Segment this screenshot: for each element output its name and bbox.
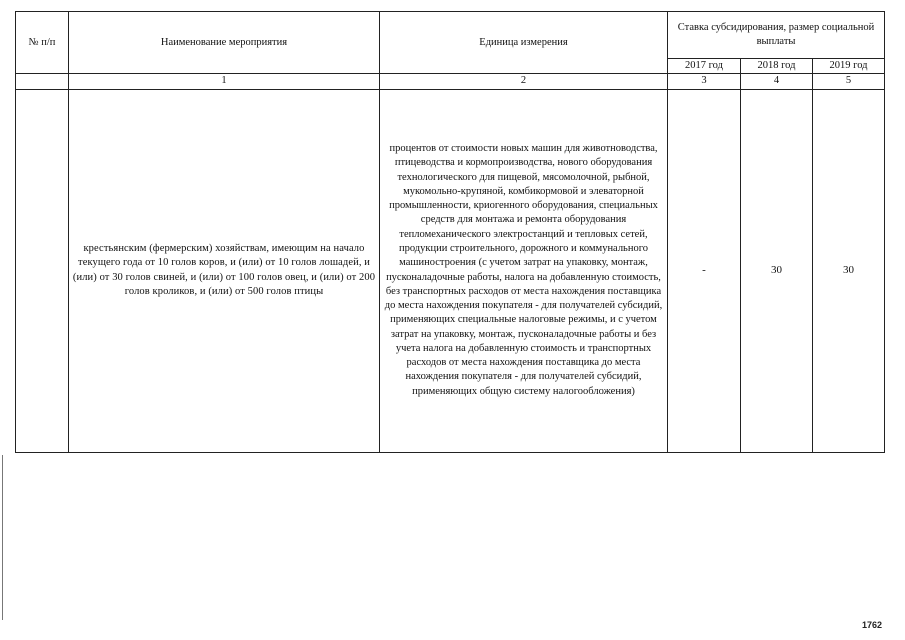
header-year-2019: 2019 год [813, 59, 885, 74]
header-subsidy-rate: Ставка субсидирования, размер социальной выплаты [668, 12, 885, 59]
column-number-1: 1 [69, 74, 380, 89]
column-number-5: 5 [813, 74, 885, 89]
rate-2017: - [668, 89, 741, 452]
scan-edge-line [2, 455, 3, 620]
header-unit: Единица измерения [380, 12, 668, 74]
header-number: № п/п [16, 12, 69, 74]
table-row [16, 89, 885, 452]
rate-2019: 30 [813, 89, 885, 452]
unit-description: процентов от стоимости новых машин для животноводства, птицеводства и кормопроизводства, нового оборудования технологического для пищевой, мясомолочной, рыбной, мукомольно-крупяной, комбикормовой и элеваторной промышленности, криогенного оборудования, специальных средств для монтажа и ремонта оборудования тепломеханического электростанций и тепловых сетей, продукции строительного, дорожного и коммунального машиностроения (с учетом затрат на упаковку, монтаж, пусконаладочные работы, налога на добавленную стоимость, без транспортных расходов от места нахождения поставщика до места нахождения покупателя - для получателей субсидий, применяющих специальные налоговые режимы, и с учетом затрат на упаковку, монтаж, пусконаладочные работы и без учета налога на добавленную стоимость и транспортных расходов от места нахождения поставщика до места нахождения покупателя - для получателей субсидий, применяющих общую систему налогообложения) [380, 89, 668, 452]
header-year-2018: 2018 год [741, 59, 813, 74]
column-number-3: 3 [668, 74, 741, 89]
row-number [16, 89, 69, 452]
page-number: 1762 [862, 620, 883, 630]
column-number-2: 2 [380, 74, 668, 89]
rate-2018: 30 [741, 89, 813, 452]
activity-description: крестьянским (фермерским) хозяйствам, имеющим на начало текущего года от 10 голов коров, и (или) от 10 голов лошадей, и (или) от 30 голов свиней, и (или) от 100 голов овец, и (или) от 200 голов кроликов, и (или) от 500 голов птицы [69, 89, 380, 452]
header-year-2017: 2017 год [668, 59, 741, 74]
column-number-4: 4 [741, 74, 813, 89]
column-number-cell [16, 74, 69, 89]
header-activity-name: Наименование мероприятия [69, 12, 380, 74]
subsidy-rates-table [15, 11, 885, 453]
